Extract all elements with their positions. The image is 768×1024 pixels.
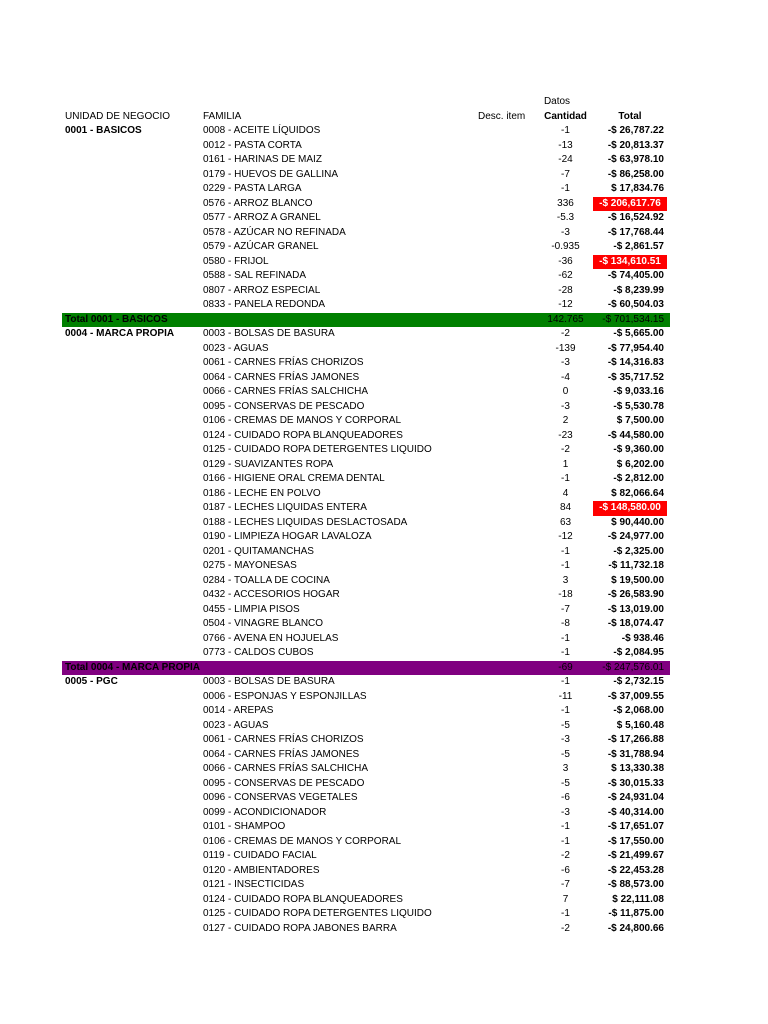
table-row (62, 632, 670, 647)
total-cell: -$ 9,033.16 (613, 386, 664, 397)
total-cell: -$ 26,583.90 (607, 589, 664, 600)
familia-cell: 0807 - ARROZ ESPECIAL (203, 284, 321, 296)
familia-cell: 0578 - AZÚCAR NO REFINADA (203, 226, 346, 238)
cantidad-cell: -2 (561, 444, 570, 455)
unit-cell (65, 429, 201, 444)
total-cell: -$ 30,015.33 (607, 777, 664, 789)
total-cell: -$ 5,665.00 (613, 328, 664, 339)
table-row (62, 153, 670, 168)
table-row (62, 864, 670, 879)
total-cell: -$ 20,813.37 (607, 139, 664, 151)
familia-cell: 0833 - PANELA REDONDA (203, 299, 326, 310)
unit-cell (65, 617, 201, 632)
total-cell: -$ 31,788.94 (607, 748, 664, 760)
header-row (62, 110, 670, 125)
total-cell-highlighted: -$ 206,617.76 (593, 197, 667, 212)
unit-cell (65, 298, 201, 313)
cantidad-cell: -139 (555, 342, 576, 354)
familia-cell: 0284 - TOALLA DE COCINA (203, 574, 330, 586)
unit-cell (65, 849, 201, 864)
unit-cell (65, 226, 201, 241)
total-cell: $ 13,330.38 (611, 763, 664, 774)
table-row (62, 849, 670, 864)
familia-cell: 0003 - BOLSAS DE BASURA (203, 328, 335, 339)
unit-cell (65, 632, 201, 647)
cantidad-cell: -1 (561, 473, 570, 484)
cantidad-cell: -0.935 (551, 241, 580, 252)
table-row (62, 820, 670, 835)
total-cell: $ 7,500.00 (616, 415, 664, 426)
familia-cell: 0008 - ACEITE LÍQUIDOS (203, 125, 321, 136)
familia-cell: 0127 - CUIDADO ROPA JABONES BARRA (203, 922, 397, 934)
familia-cell: 0012 - PASTA CORTA (203, 139, 302, 151)
unit-cell (65, 501, 201, 516)
familia-cell: 0161 - HARINAS DE MAIZ (203, 154, 322, 165)
unit-cell (65, 748, 201, 763)
unit-cell (65, 791, 201, 806)
total-cell: -$ 8,239.99 (613, 284, 664, 296)
group-total-label: Total 0004 - MARCA PROPIA (65, 661, 201, 673)
cantidad-cell: -8 (561, 618, 570, 629)
unit-cell (65, 168, 201, 183)
cantidad-cell: -28 (558, 284, 573, 296)
cantidad-cell: -5 (561, 777, 570, 789)
table-row (62, 748, 670, 763)
table-row (62, 704, 670, 719)
cantidad-cell: -12 (558, 531, 573, 542)
total-cell: -$ 17,768.44 (607, 226, 664, 238)
familia-cell: 0003 - BOLSAS DE BASURA (203, 676, 335, 687)
total-cell: $ 5,160.48 (616, 719, 664, 731)
table-row (62, 139, 670, 154)
familia-cell: 0099 - ACONDICIONADOR (203, 806, 327, 818)
cantidad-header: Cantidad (544, 110, 587, 122)
familia-cell: 0064 - CARNES FRÍAS JAMONES (203, 748, 360, 760)
total-cell: -$ 24,800.66 (607, 922, 664, 934)
unit-cell: 0005 - PGC (65, 676, 118, 687)
unit-cell (65, 530, 201, 545)
total-cell: -$ 74,405.00 (607, 270, 664, 281)
cantidad-cell: 336 (557, 197, 574, 209)
unit-cell (65, 516, 201, 531)
cantidad-cell: -1 (561, 835, 570, 847)
table-row (62, 603, 670, 618)
unit-cell (65, 443, 201, 458)
group-total-label: Total 0001 - BASICOS (65, 313, 168, 325)
unit-cell (65, 385, 201, 400)
total-cell: -$ 16,524.92 (607, 212, 664, 223)
unit-cell (65, 487, 201, 502)
total-cell: $ 90,440.00 (611, 516, 664, 528)
header-row-datos (62, 95, 670, 110)
total-cell: -$ 44,580.00 (607, 429, 664, 441)
cantidad-cell: -4 (561, 371, 570, 383)
cantidad-cell: 3 (562, 763, 569, 774)
familia-cell: 0121 - INSECTICIDAS (203, 879, 305, 890)
familia-cell: 0455 - LIMPIA PISOS (203, 603, 300, 615)
total-cell-highlighted: -$ 148,580.00 (593, 501, 667, 516)
datos-label: Datos (543, 96, 571, 107)
total-cell: -$ 11,732.18 (608, 560, 664, 571)
cantidad-cell: -5 (561, 719, 570, 731)
cantidad-cell: -24 (558, 154, 573, 165)
familia-cell: 0190 - LIMPIEZA HOGAR LAVALOZA (203, 531, 372, 542)
total-cell: $ 19,500.00 (611, 574, 664, 586)
unit-cell: 0001 - BASICOS (65, 125, 142, 136)
table-row (62, 284, 670, 299)
total-cell: -$ 24,931.04 (607, 792, 664, 803)
table-row (62, 574, 670, 589)
total-cell: -$ 13,019.00 (607, 603, 664, 615)
table-row (62, 675, 670, 690)
table-row (62, 791, 670, 806)
cantidad-cell: -1 (561, 545, 570, 557)
unit-cell (65, 472, 201, 487)
table-row (62, 414, 670, 429)
unit-cell (65, 458, 201, 473)
familia-cell: 0061 - CARNES FRÍAS CHORIZOS (203, 357, 364, 368)
cantidad-cell: -2 (561, 850, 570, 861)
total-cell: $ 17,834.76 (611, 183, 664, 194)
total-cell: -$ 938.46 (621, 632, 664, 644)
cantidad-cell: -7 (561, 168, 570, 180)
table-row (62, 458, 670, 473)
familia-cell: 0125 - CUIDADO ROPA DETERGENTES LIQUIDO (203, 908, 432, 919)
familia-cell: 0275 - MAYONESAS (203, 560, 297, 571)
cantidad-cell: -5 (561, 748, 570, 760)
familia-cell: 0101 - SHAMPOO (203, 821, 286, 832)
group-total-row (62, 313, 670, 328)
cantidad-cell: -3 (561, 400, 570, 412)
table-row (62, 269, 670, 284)
table-row (62, 487, 670, 502)
table-row (62, 472, 670, 487)
total-cell: -$ 60,504.03 (607, 299, 664, 310)
table-row (62, 240, 670, 255)
familia-cell: 0006 - ESPONJAS Y ESPONJILLAS (203, 690, 367, 702)
cantidad-cell: -6 (561, 792, 570, 803)
unit-cell (65, 719, 201, 734)
unit-cell (65, 588, 201, 603)
total-cell: -$ 9,360.00 (613, 444, 664, 455)
cantidad-cell: 7 (562, 893, 569, 905)
table-row (62, 646, 670, 661)
table-row (62, 762, 670, 777)
familia-header: FAMILIA (203, 110, 242, 122)
unit-cell (65, 153, 201, 168)
group-total-cantidad: -69 (558, 661, 573, 673)
table-row (62, 719, 670, 734)
cantidad-cell: -13 (558, 139, 573, 151)
familia-cell: 0124 - CUIDADO ROPA BLANQUEADORES (203, 893, 403, 905)
familia-cell: 0588 - SAL REFINADA (203, 270, 307, 281)
unit-cell (65, 806, 201, 821)
familia-cell: 0577 - ARROZ A GRANEL (203, 212, 321, 223)
cantidad-cell: -1 (561, 125, 570, 136)
unit-cell (65, 559, 201, 574)
cantidad-cell: -1 (561, 908, 570, 919)
cantidad-cell: -7 (561, 879, 570, 890)
total-cell: -$ 17,651.07 (607, 821, 664, 832)
familia-cell: 0095 - CONSERVAS DE PESCADO (203, 400, 365, 412)
familia-cell: 0014 - AREPAS (203, 705, 274, 716)
familia-cell: 0186 - LECHE EN POLVO (203, 487, 321, 499)
cantidad-cell: -1 (561, 560, 570, 571)
cantidad-cell: -62 (558, 270, 573, 281)
table-body (62, 124, 670, 936)
table-row (62, 443, 670, 458)
total-cell: -$ 17,266.88 (607, 734, 664, 745)
unit-cell (65, 414, 201, 429)
table-row (62, 371, 670, 386)
familia-cell: 0166 - HIGIENE ORAL CREMA DENTAL (203, 473, 385, 484)
table-row (62, 922, 670, 937)
table-row (62, 429, 670, 444)
total-cell: -$ 2,732.15 (613, 676, 664, 687)
familia-cell: 0106 - CREMAS DE MANOS Y CORPORAL (203, 835, 402, 847)
total-cell: -$ 35,717.52 (607, 371, 664, 383)
total-cell: -$ 5,530.78 (613, 400, 664, 412)
table-row (62, 588, 670, 603)
table-row (62, 530, 670, 545)
unit-cell (65, 603, 201, 618)
table-row (62, 617, 670, 632)
table-row (62, 501, 670, 516)
total-header: Total (618, 110, 642, 122)
unit-cell (65, 574, 201, 589)
table-row (62, 893, 670, 908)
familia-cell: 0129 - SUAVIZANTES ROPA (203, 458, 334, 470)
familia-cell: 0766 - AVENA EN HOJUELAS (203, 632, 339, 644)
familia-cell: 0119 - CUIDADO FACIAL (203, 850, 317, 861)
table-row (62, 298, 670, 313)
table-row (62, 327, 670, 342)
cantidad-cell: 4 (562, 487, 569, 499)
cantidad-cell: -1 (561, 676, 570, 687)
cantidad-cell: -1 (561, 821, 570, 832)
unit-cell (65, 777, 201, 792)
unit-cell (65, 733, 201, 748)
total-cell: -$ 22,453.28 (607, 864, 664, 876)
cantidad-cell: -36 (558, 255, 573, 267)
total-cell-highlighted: -$ 134,610.51 (593, 255, 667, 270)
table-row (62, 690, 670, 705)
total-cell: -$ 14,316.83 (607, 357, 664, 368)
group-total-row (62, 661, 670, 676)
table-row (62, 878, 670, 893)
unit-cell (65, 646, 201, 661)
unit-cell (65, 922, 201, 937)
cantidad-cell: 0 (562, 386, 569, 397)
familia-cell: 0576 - ARROZ BLANCO (203, 197, 313, 209)
familia-cell: 0432 - ACCESORIOS HOGAR (203, 589, 340, 600)
unit-cell (65, 139, 201, 154)
total-cell: $ 82,066.64 (611, 487, 664, 499)
unit-cell (65, 240, 201, 255)
desc-item-header: Desc. item (478, 110, 526, 122)
table-row (62, 211, 670, 226)
cantidad-cell: -7 (561, 603, 570, 615)
familia-cell: 0061 - CARNES FRÍAS CHORIZOS (203, 734, 364, 745)
total-cell: -$ 24,977.00 (607, 531, 664, 542)
familia-cell: 0120 - AMBIENTADORES (203, 864, 320, 876)
cantidad-cell: 1 (562, 458, 569, 470)
unit-cell (65, 835, 201, 850)
familia-cell: 0023 - AGUAS (203, 719, 269, 731)
unit-cell (65, 211, 201, 226)
group-total-cantidad: 142.765 (547, 313, 584, 325)
unit-cell (65, 342, 201, 357)
unit-cell (65, 690, 201, 705)
unit-cell (65, 907, 201, 922)
total-cell: -$ 37,009.55 (607, 690, 664, 702)
cantidad-cell: -3 (561, 357, 570, 368)
total-cell: -$ 40,314.00 (607, 806, 664, 818)
table-row (62, 559, 670, 574)
total-cell: -$ 21,499.67 (607, 850, 664, 861)
total-cell: -$ 11,875.00 (608, 908, 664, 919)
cantidad-cell: -1 (561, 632, 570, 644)
unit-cell (65, 864, 201, 879)
table-row (62, 516, 670, 531)
familia-cell: 0096 - CONSERVAS VEGETALES (203, 792, 358, 803)
familia-cell: 0106 - CREMAS DE MANOS Y CORPORAL (203, 415, 402, 426)
total-cell: -$ 2,068.00 (613, 705, 664, 716)
cantidad-cell: -1 (561, 183, 570, 194)
familia-cell: 0187 - LECHES LIQUIDAS ENTERA (203, 502, 367, 513)
unit-cell (65, 371, 201, 386)
familia-cell: 0188 - LECHES LIQUIDAS DESLACTOSADA (203, 516, 408, 528)
unit-cell: 0004 - MARCA PROPIA (65, 328, 175, 339)
total-cell: -$ 2,861.57 (613, 241, 664, 252)
familia-cell: 0229 - PASTA LARGA (203, 183, 302, 194)
familia-cell: 0579 - AZÚCAR GRANEL (203, 241, 319, 252)
unit-cell (65, 893, 201, 908)
cantidad-cell: 3 (562, 574, 569, 586)
familia-cell: 0064 - CARNES FRÍAS JAMONES (203, 371, 360, 383)
unit-cell (65, 878, 201, 893)
table-row (62, 907, 670, 922)
total-cell: -$ 63,978.10 (607, 154, 664, 165)
unit-cell (65, 356, 201, 371)
cantidad-cell: -2 (561, 328, 570, 339)
table-row (62, 545, 670, 560)
table-row (62, 835, 670, 850)
table-row (62, 806, 670, 821)
unit-cell (65, 762, 201, 777)
total-cell: -$ 26,787.22 (607, 125, 664, 136)
familia-cell: 0201 - QUITAMANCHAS (203, 545, 314, 557)
cantidad-cell: -6 (561, 864, 570, 876)
cantidad-cell: -3 (561, 734, 570, 745)
table-row (62, 197, 670, 212)
unit-cell (65, 284, 201, 299)
cantidad-cell: -12 (558, 299, 573, 310)
familia-cell: 0504 - VINAGRE BLANCO (203, 618, 324, 629)
unit-cell (65, 820, 201, 835)
unit-cell (65, 400, 201, 415)
familia-cell: 0125 - CUIDADO ROPA DETERGENTES LIQUIDO (203, 444, 432, 455)
familia-cell: 0580 - FRIJOL (203, 255, 269, 267)
familia-cell: 0066 - CARNES FRÍAS SALCHICHA (203, 763, 369, 774)
cantidad-cell: 2 (562, 415, 569, 426)
total-cell: -$ 2,084.95 (613, 647, 664, 658)
unit-cell (65, 197, 201, 212)
familia-cell: 0023 - AGUAS (203, 342, 269, 354)
cantidad-cell: -2 (561, 922, 570, 934)
table-row (62, 124, 670, 139)
table-row (62, 356, 670, 371)
unit-cell (65, 704, 201, 719)
cantidad-cell: -3 (561, 806, 570, 818)
table-row (62, 226, 670, 241)
cantidad-cell: 84 (559, 502, 572, 513)
total-cell: -$ 77,954.40 (607, 342, 664, 354)
table-row (62, 182, 670, 197)
total-cell: -$ 17,550.00 (607, 835, 664, 847)
table-row (62, 255, 670, 270)
familia-cell: 0095 - CONSERVAS DE PESCADO (203, 777, 365, 789)
familia-cell: 0179 - HUEVOS DE GALLINA (203, 168, 339, 180)
pivot-table (62, 95, 670, 936)
cantidad-cell: -5.3 (556, 212, 575, 223)
familia-cell: 0124 - CUIDADO ROPA BLANQUEADORES (203, 429, 403, 441)
table-row (62, 733, 670, 748)
table-row (62, 777, 670, 792)
familia-cell: 0066 - CARNES FRÍAS SALCHICHA (203, 386, 369, 397)
total-cell: -$ 2,325.00 (613, 545, 664, 557)
cantidad-cell: -11 (558, 690, 573, 702)
total-cell: -$ 88,573.00 (607, 879, 664, 890)
total-cell: $ 22,111.08 (612, 893, 664, 905)
group-total-value: -$ 247,576.01 (602, 661, 664, 673)
table-row (62, 342, 670, 357)
unit-cell (65, 182, 201, 197)
unit-cell (65, 255, 201, 270)
total-cell: -$ 86,258.00 (607, 168, 664, 180)
unidad-header: UNIDAD DE NEGOCIO (65, 110, 171, 122)
familia-cell: 0773 - CALDOS CUBOS (203, 647, 314, 658)
total-cell: -$ 18,074.47 (607, 618, 664, 629)
unit-cell (65, 269, 201, 284)
group-total-value: -$ 701,534.15 (602, 313, 664, 325)
table-row (62, 168, 670, 183)
cantidad-cell: -1 (561, 705, 570, 716)
total-cell: $ 6,202.00 (616, 458, 664, 470)
table-row (62, 385, 670, 400)
total-cell: -$ 2,812.00 (613, 473, 664, 484)
cantidad-cell: -1 (561, 647, 570, 658)
cantidad-cell: -23 (558, 429, 573, 441)
unit-cell (65, 545, 201, 560)
cantidad-cell: -3 (561, 226, 570, 238)
cantidad-cell: -18 (558, 589, 573, 600)
cantidad-cell: 63 (559, 516, 572, 528)
table-row (62, 400, 670, 415)
